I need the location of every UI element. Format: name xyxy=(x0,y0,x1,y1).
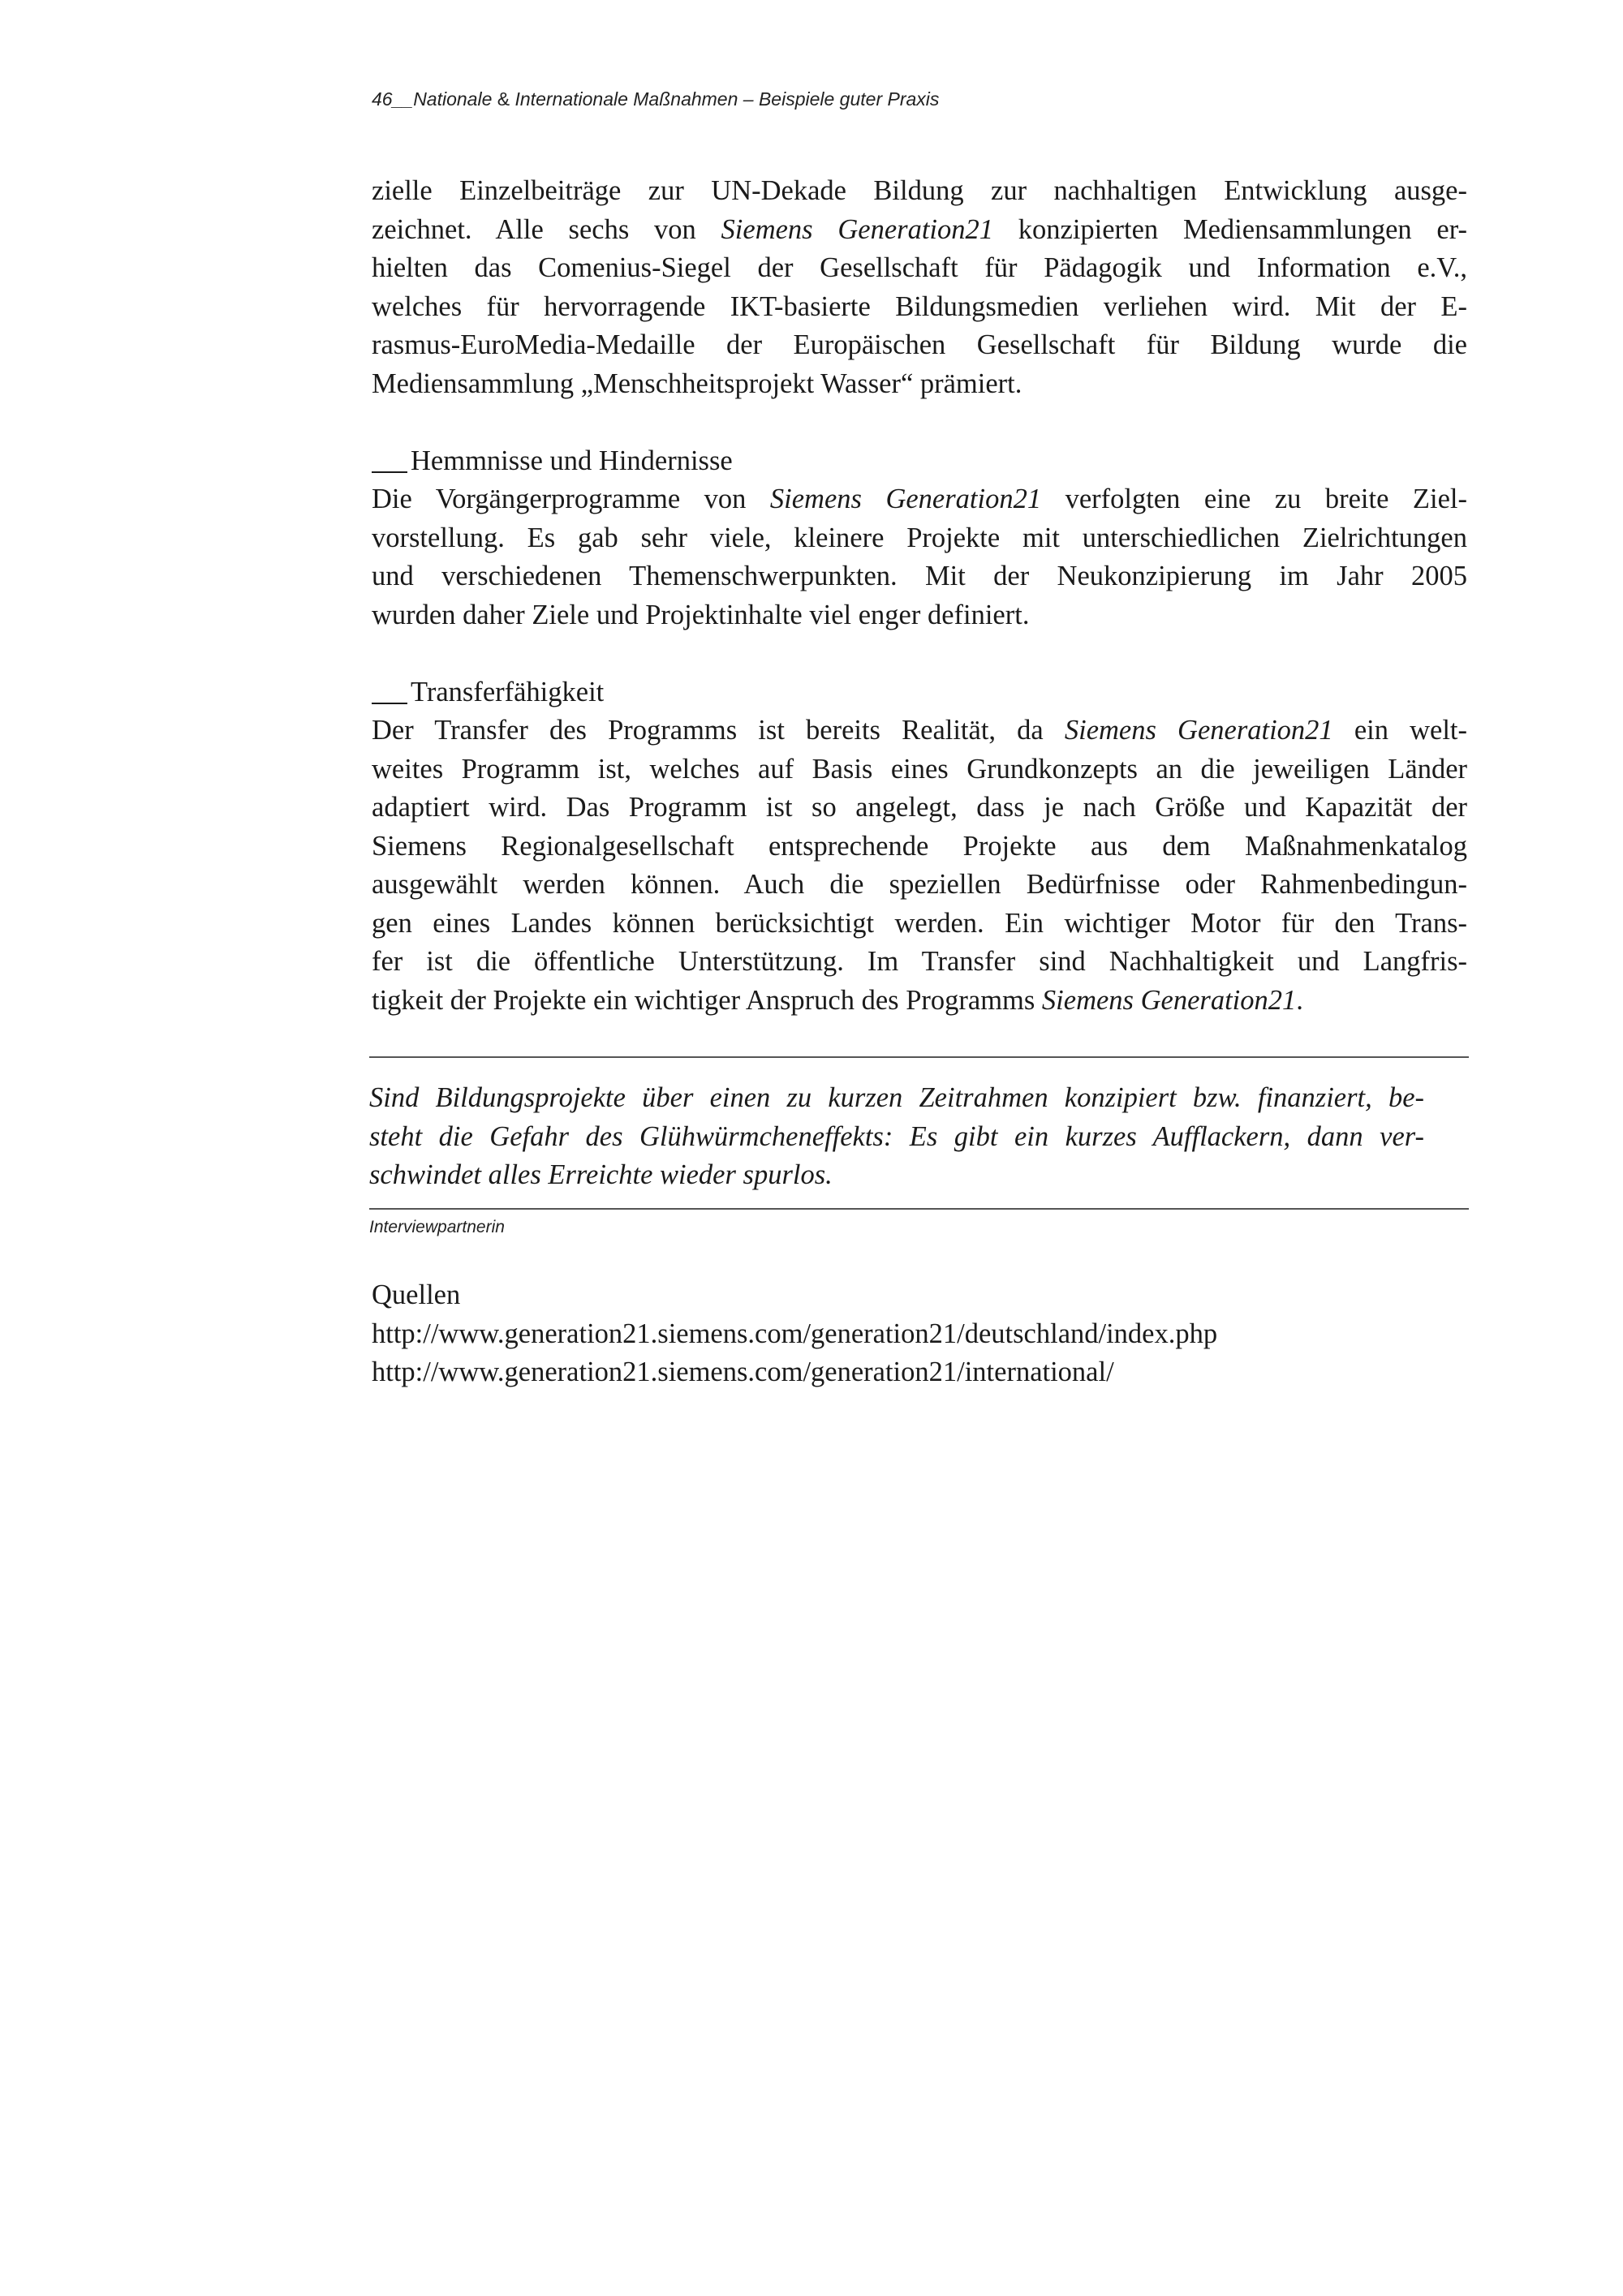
text-line: welches für hervorragende IKT-basierte Bildungsmedien verliehen wird. Mit der E- xyxy=(372,290,1467,322)
header-title-part1: Nationale xyxy=(413,88,497,110)
program-name: Siemens Generation21 xyxy=(1064,715,1333,746)
body-text xyxy=(372,172,1467,1020)
text-line: weites Programm ist, welches auf Basis eines Grundkonzepts an die jeweiligen Länder xyxy=(372,753,1467,785)
quote-attribution: Interviewpartnerin xyxy=(369,1217,505,1236)
heading-underscore-rule xyxy=(372,703,407,704)
source-link[interactable]: http://www.generation21.siemens.com/generation21/international/ xyxy=(372,1357,1114,1387)
text-line: zeichnet. Alle sechs von Siemens Generation21 konzipierten Mediensammlungen er- xyxy=(372,213,1467,245)
text-line: tigkeit der Projekte ein wichtiger Anspruch des Programms Siemens Generation21. xyxy=(372,984,1303,1016)
text-line: rasmus-EuroMedia-Medaille der Europäischen Gesellschaft für Bildung wurde die xyxy=(372,329,1467,360)
running-header xyxy=(372,88,939,110)
text-line: vorstellung. Es gab sehr viele, kleinere Projekte mit unterschiedlichen Zielrichtungen xyxy=(372,522,1467,553)
quote-line: schwindet alles Erreichte wieder spurlos. xyxy=(369,1159,833,1190)
section-obstacles xyxy=(372,442,1467,635)
text-line: hielten das Comenius-Siegel der Gesellschaft für Pädagogik und Information e.V., xyxy=(372,252,1467,283)
quote-line: Sind Bildungsprojekte über einen zu kurzen Zeitrahmen konzipiert bzw. finanziert, be- xyxy=(369,1082,1424,1113)
source-link[interactable]: http://www.generation21.siemens.com/generation21/deutschland/index.php xyxy=(372,1318,1218,1349)
program-name: Siemens Generation21 xyxy=(1041,984,1297,1016)
section-heading: Hemmnisse und Hindernisse xyxy=(372,442,1467,481)
quote-bottom-rule xyxy=(369,1208,1469,1210)
text-line: fer ist die öffentliche Unterstützung. Im Transfer sind Nachhaltigkeit und Langfris- xyxy=(372,946,1467,977)
heading-underscore-rule xyxy=(372,471,407,473)
header-separator: __ xyxy=(392,88,414,110)
sources-heading: Quellen xyxy=(372,1279,461,1310)
intro-paragraph xyxy=(372,172,1467,403)
text-line: adaptiert wird. Das Programm ist so angelegt, dass je nach Größe und Kapazität der xyxy=(372,792,1467,823)
sources-section xyxy=(372,1276,1217,1392)
program-name: Siemens Generation21 xyxy=(721,213,993,245)
header-title-part2: Internationale Maßnahmen – Beispiele guter Praxis xyxy=(510,88,940,110)
text-line: Der Transfer des Programms ist bereits Realität, da Siemens Generation21 ein welt- xyxy=(372,715,1467,746)
text-line: ausgewählt werden können. Auch die speziellen Bedürfnisse oder Rahmenbedingun- xyxy=(372,869,1467,900)
quote-text xyxy=(369,1058,1424,1208)
section-heading: Transferfähigkeit xyxy=(372,673,1467,712)
page-number: 46 xyxy=(372,88,393,110)
text-line: gen eines Landes können berücksichtigt werden. Ein wichtiger Motor für den Trans- xyxy=(372,907,1467,939)
text-line: Mediensammlung „Menschheitsprojekt Wasser“ prämiert. xyxy=(372,368,1022,399)
pull-quote xyxy=(369,1056,1469,1237)
header-ampersand: & xyxy=(497,88,510,110)
section-transfer xyxy=(372,673,1467,1021)
quote-line: steht die Gefahr des Glühwürmcheneffekts: Es gibt ein kurzes Aufflackern, dann ver- xyxy=(369,1120,1424,1152)
program-name: Siemens Generation21 xyxy=(769,484,1042,514)
text-line: Die Vorgängerprogramme von Siemens Generation21 verfolgten eine zu breite Ziel- xyxy=(372,484,1467,514)
text-line: und verschiedenen Themenschwerpunkten. Mit der Neukonzipierung im Jahr 2005 xyxy=(372,561,1467,591)
text-line: Siemens Regionalgesellschaft entsprechende Projekte aus dem Maßnahmenkatalog xyxy=(372,830,1467,862)
text-line: wurden daher Ziele und Projektinhalte viel enger definiert. xyxy=(372,599,1030,630)
text-line: zielle Einzelbeiträge zur UN-Dekade Bildung zur nachhaltigen Entwicklung ausge- xyxy=(372,175,1467,206)
